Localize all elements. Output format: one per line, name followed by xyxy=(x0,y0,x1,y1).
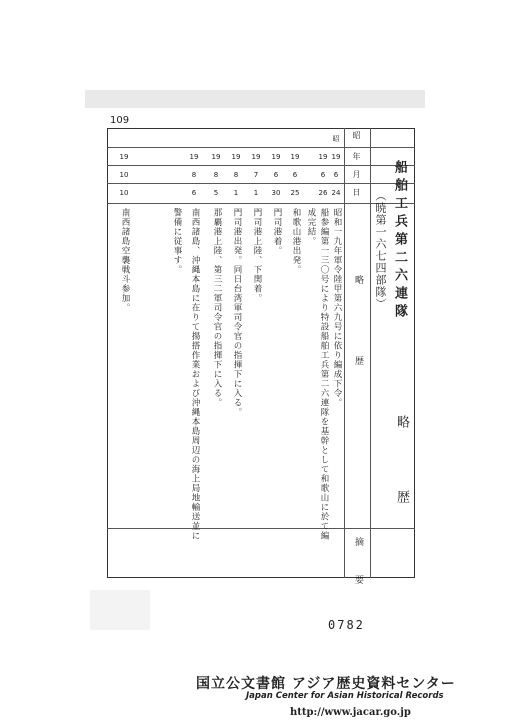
row-month: 10 xyxy=(119,171,129,179)
header-column-divider xyxy=(344,128,345,578)
row-year: 19 xyxy=(251,153,261,161)
row-history-text: 門司港上陸、下関着。 xyxy=(252,208,262,303)
header-remarks: 摘 要 xyxy=(353,537,363,594)
row-day: 25 xyxy=(290,189,300,197)
row-history-text: 南西諸島、沖縄本島に在りて揚搭作業および沖縄本島周辺の海上局地輸送並に xyxy=(190,208,200,541)
row-history-text: 成完結。 xyxy=(306,208,316,246)
header-divider-month xyxy=(107,165,415,166)
row-year: 19 xyxy=(189,153,199,161)
scan-noise-left xyxy=(90,590,150,630)
row-day: 24 xyxy=(331,189,341,197)
unit-title: 船舶工兵第二六連隊 xyxy=(392,160,407,322)
row-month: 8 xyxy=(191,171,197,179)
archive-name-japanese: 国立公文書館 アジア歴史資料センター xyxy=(196,676,456,692)
row-year: 19 xyxy=(331,153,341,161)
row-month: 6 xyxy=(292,171,298,179)
row-history-text: 門司港着。 xyxy=(272,208,282,256)
header-year: 年 xyxy=(352,152,361,160)
unit-subtitle: （暁第一六七四部隊） xyxy=(374,190,387,310)
page-number: 109 xyxy=(110,115,130,126)
row-day: 5 xyxy=(213,189,219,197)
row-day: 1 xyxy=(233,189,239,197)
header-divider-year xyxy=(107,147,415,148)
row-day: 1 xyxy=(253,189,259,197)
row-year: 19 xyxy=(271,153,281,161)
row-day: 10 xyxy=(119,189,129,197)
header-era: 昭 xyxy=(352,131,361,139)
footer-divider-remarks xyxy=(107,528,415,529)
row-day: 6 xyxy=(191,189,197,197)
archive-name-english: Japan Center for Asian Historical Records xyxy=(246,691,444,701)
row-month: 6 xyxy=(333,171,339,179)
row-year: 19 xyxy=(231,153,241,161)
row-year: 19 xyxy=(290,153,300,161)
header-divider-body xyxy=(107,203,415,204)
row-year: 19 xyxy=(119,153,129,161)
header-month: 月 xyxy=(352,170,361,178)
header-divider-day xyxy=(107,183,415,184)
row-month: 8 xyxy=(213,171,219,179)
row-month: 8 xyxy=(233,171,239,179)
title-column-divider xyxy=(370,128,371,578)
row-history-text: 南西諸島空襲戦斗参加。 xyxy=(120,208,130,313)
row-history-text: 那覇港上陸、第三二軍司令官の指揮下に入る。 xyxy=(212,208,222,408)
row-history-text: 昭和一九年軍令陸甲第六九号に依り編成下令。 xyxy=(332,208,342,408)
row-day: 26 xyxy=(318,189,328,197)
row-year: 19 xyxy=(211,153,221,161)
row-history-text: 船参編第一三〇号により特設船舶工兵第二六連隊を基幹として和歌山に於て編 xyxy=(319,208,329,541)
document-number: 0782 xyxy=(328,618,365,632)
header-day: 日 xyxy=(352,188,361,196)
archive-url: http://www.jacar.go.jp xyxy=(290,707,411,718)
scan-noise-top xyxy=(85,90,425,108)
row-day: 30 xyxy=(271,189,281,197)
era-marker: 昭 xyxy=(332,135,340,143)
row-month: 6 xyxy=(320,171,326,179)
row-history-text: 警備に従事す。 xyxy=(172,208,182,275)
row-history-text: 門司港出発。同日台湾軍司令官の指揮下に入る。 xyxy=(232,208,242,417)
row-year: 19 xyxy=(318,153,328,161)
row-month: 7 xyxy=(253,171,259,179)
header-history: 略 歴 xyxy=(353,275,363,383)
row-history-text: 和歌山港出発。 xyxy=(291,208,301,275)
history-heading: 略 歴 xyxy=(394,415,409,515)
row-month: 6 xyxy=(273,171,279,179)
